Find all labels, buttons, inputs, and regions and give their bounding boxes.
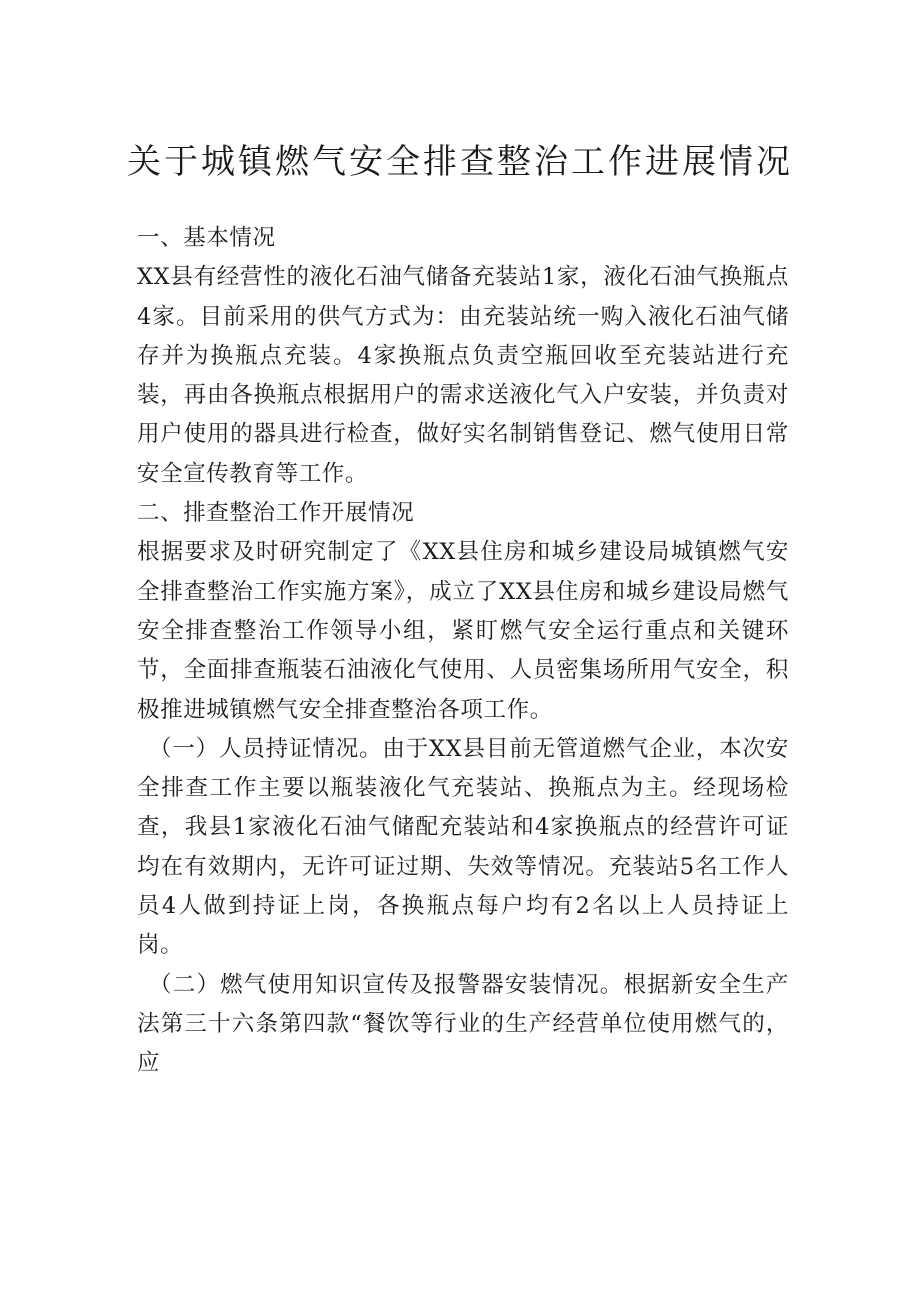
document-body <box>137 219 789 1084</box>
paragraph-basic-info: XX县有经营性的液化石油气储备充装站1家，液化石油气换瓶点4家。目前采用的供气方式为：由充装站统一购入液化石油气储存并为换瓶点充装。4家换瓶点负责空瓶回收至充装站进行充装，再由各换瓶点根据用户的需求送液化气入户安装，并负责对用户使用的器具进行检查，做好实名制销售登记、燃气使用日常安全宣传教育等工作。 <box>137 264 789 487</box>
section-heading-work: 二、排查整治工作开展情况 <box>137 500 415 527</box>
paragraph-alarm-installation: （二）燃气使用知识宣传及报警器安装情况。根据新安全生产法第三十六条第四款“餐饮等行业的生产经营单位使用燃气的，应 <box>137 971 789 1077</box>
paragraph-certification: （一）人员持证情况。由于XX县目前无管道燃气企业，本次安全排查工作主要以瓶装液化气充装站、换瓶点为主。经现场检查，我县1家液化石油气储配充装站和4家换瓶点的经营许可证均在有效期内，无许可证过期、失效等情况。充装站5名工作人员4人做到持证上岗，各换瓶点每户均有2名以上人员持证上岗。 <box>137 735 789 959</box>
section-heading-basic: 一、基本情况 <box>137 225 276 251</box>
document-title: 关于城镇燃气安全排查整治工作进展情况 <box>127 142 793 182</box>
paragraph-work-overview: 根据要求及时研究制定了《XX县住房和城乡建设局城镇燃气安全排查整治工作实施方案》，成立了XX县住房和城乡建设局燃气安全排查整治工作领导小组，紧盯燃气安全运行重点和关键环节，全面排查瓶装石油液化气使用、人员密集场所用气安全，积极推进城镇燃气安全排查整治各项工作。 <box>137 539 789 723</box>
